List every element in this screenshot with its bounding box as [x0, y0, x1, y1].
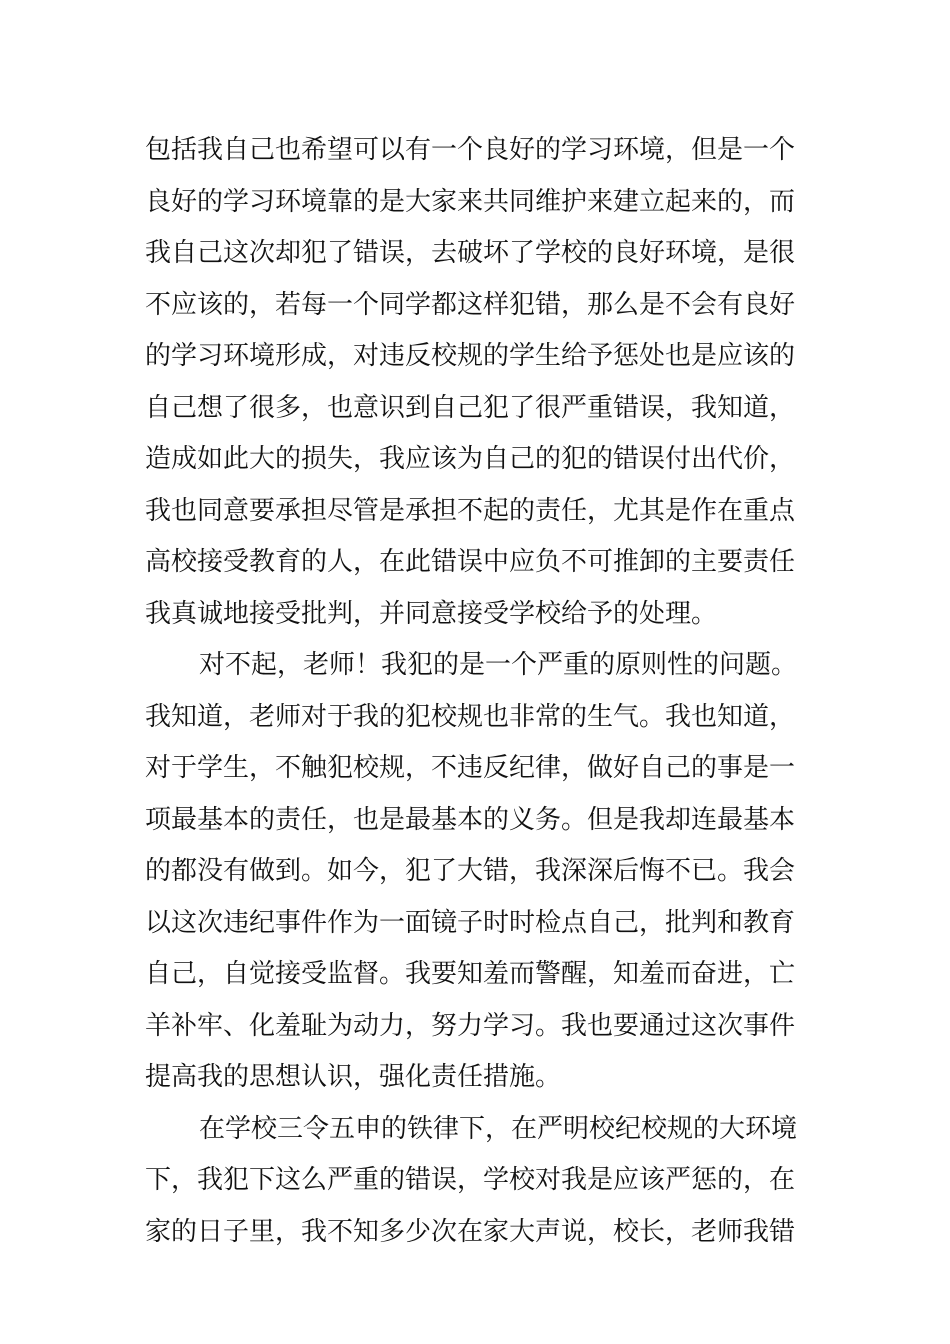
- text-line: 高校接受教育的人，在此错误中应负不可推卸的主要责任: [145, 547, 796, 577]
- text-line: 项最基本的责任，也是最基本的义务。但是我却连最基本: [145, 804, 796, 835]
- text-line: 包括我自己也希望可以有一个良好的学习环境，但是一个: [145, 135, 796, 165]
- text-line: 羊补牢、化羞耻为动力，努力学习。我也要通过这次事件: [145, 1010, 796, 1041]
- text-line: 我自己这次却犯了错误，去破坏了学校的良好环境，是很: [145, 238, 796, 268]
- document-body: [145, 125, 810, 1258]
- text-line: 提高我的思想认识，强化责任措施。: [145, 1062, 562, 1092]
- text-line: 我真诚地接受批判，并同意接受学校给予的处理。: [145, 598, 718, 629]
- text-line: 下，我犯下这么严重的错误，学校对我是应该严惩的，在: [145, 1165, 796, 1195]
- text-line: 造成如此大的损失，我应该为自己的犯的错误付出代价，: [145, 444, 796, 474]
- text-line: 的学习环境形成，对违反校规的学生给予惩处也是应该的: [145, 341, 796, 371]
- text-line: 家的日子里，我不知多少次在家大声说，校长，老师我错: [145, 1216, 796, 1247]
- text-line: 对于学生，不触犯校规，不违反纪律，做好自己的事是一: [145, 753, 796, 783]
- text-line: 自己想了很多，也意识到自己犯了很严重错误，我知道，: [145, 392, 796, 423]
- text-line: 以这次违纪事件作为一面镜子时时检点自己，批判和教育: [145, 907, 796, 938]
- paragraph-first-line: 对不起，老师！我犯的是一个严重的原则性的问题。: [199, 650, 798, 680]
- text-line: 不应该的，若每一个同学都这样犯错，那么是不会有良好: [145, 289, 796, 320]
- text-line: 自己，自觉接受监督。我要知羞而警醒，知羞而奋进，亡: [145, 959, 796, 989]
- text-line: 我知道，老师对于我的犯校规也非常的生气。我也知道，: [145, 701, 796, 732]
- text-line: 良好的学习环境靠的是大家来共同维护来建立起来的，而: [145, 186, 796, 217]
- paragraph-first-line: 在学校三令五申的铁律下，在严明校纪校规的大环境: [199, 1113, 798, 1144]
- text-line: 的都没有做到。如今，犯了大错，我深深后悔不已。我会: [145, 856, 796, 886]
- text-line: 我也同意要承担尽管是承担不起的责任，尤其是作在重点: [145, 495, 796, 526]
